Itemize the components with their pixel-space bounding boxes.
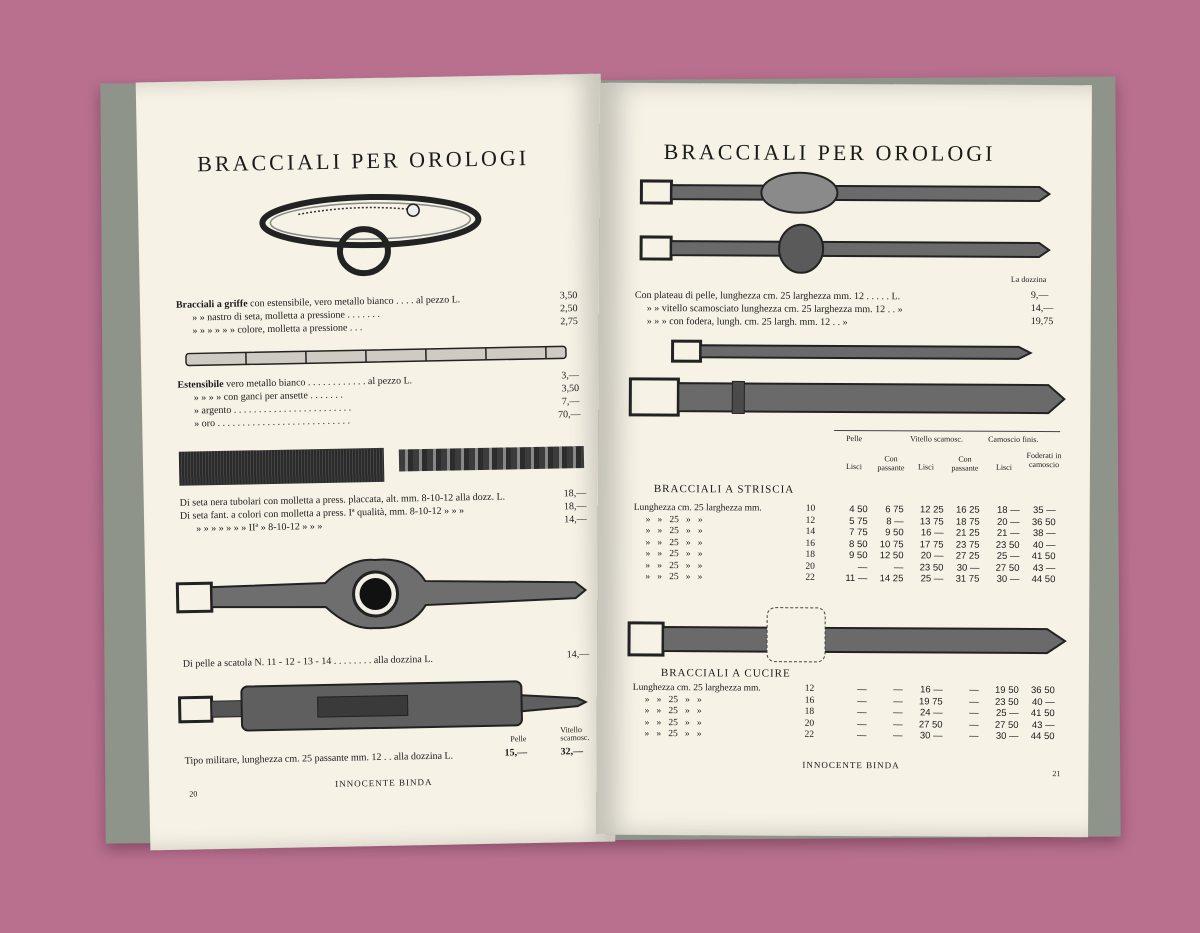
price-cell: 41 50	[1031, 550, 1056, 563]
header-foderati: Foderati in camoscio	[1026, 450, 1062, 470]
header-vitello-passante: Con passante	[951, 454, 979, 473]
header-vitello-lisci: Lisci	[917, 462, 934, 472]
griffe-price-2: 2,50	[559, 303, 578, 315]
price-cell: 9 50	[848, 550, 868, 562]
estensibile-price-1: 3,—	[561, 370, 579, 382]
scatola-price-1: 14,—	[566, 648, 590, 661]
price-cell: 35 —	[1032, 504, 1056, 517]
price-cell: 19 50	[994, 684, 1019, 696]
header-pelle: Pelle	[846, 434, 863, 444]
price-cell: —	[857, 695, 867, 707]
price-cell: 20 —	[920, 550, 944, 562]
row-label: » » 25 » »	[645, 571, 703, 583]
price-cell: 25 —	[920, 573, 944, 585]
price-cell: 23 50	[994, 696, 1019, 708]
price-cell: 5 75	[849, 515, 868, 527]
row-mm: 20	[804, 718, 815, 729]
price-cell: 27 50	[918, 718, 943, 731]
price-cell: —	[857, 707, 867, 719]
estensibile-bracelet-illustration	[186, 342, 576, 369]
plateau-price-2: 14,—	[1030, 302, 1054, 315]
row-mm: 12	[804, 683, 815, 694]
price-cell: 16 —	[920, 684, 943, 696]
header-pelle-lisci: Lisci	[845, 462, 862, 472]
militare-price-vitello: 32,—	[560, 746, 584, 758]
price-cell: 31 75	[955, 573, 980, 585]
plain-strap-illustration	[628, 335, 1068, 427]
price-cell: —	[893, 695, 903, 707]
price-cell: —	[969, 684, 979, 696]
estensibile-line-3: » argento . . . . . . . . . . . . . . . . . . . . . . . .	[193, 402, 352, 417]
griffe-line-3: » » » » » » colore, molletta a pressione . . .	[192, 322, 363, 337]
header-camoscio-lisci: Lisci	[995, 462, 1012, 472]
price-cell: 12 25	[919, 504, 944, 516]
price-cell: 10 75	[879, 538, 904, 550]
price-cell: —	[893, 684, 903, 696]
seta-line-2: Di seta fant. a colori con molletta a press. Iª qualità, mm. 8-10-12 » » »	[179, 505, 465, 522]
price-cell: 44 50	[1031, 573, 1056, 586]
price-cell: —	[857, 684, 867, 696]
plateau-price-3: 19,75	[1030, 315, 1054, 328]
row-mm: 14	[805, 526, 816, 537]
row-label: Lunghezza cm. 25 larghezza mm.	[633, 502, 762, 514]
price-cell: 11 —	[845, 573, 868, 585]
price-cell: 43 —	[1031, 719, 1055, 731]
row-label: » » 25 » »	[645, 514, 703, 525]
estensibile-line-2: » » » » con ganci per ansette . . . . . . .	[193, 389, 343, 404]
price-cell: 20 —	[996, 516, 1020, 528]
estensibile-price-2: 3,50	[561, 383, 580, 395]
price-cell: —	[893, 707, 903, 719]
row-label: » » 25 » »	[645, 560, 703, 571]
row-label: » » 25 » »	[645, 548, 703, 560]
price-cell: 23 50	[919, 561, 944, 574]
price-cell: 36 50	[1030, 684, 1055, 697]
price-cell: 16 25	[955, 504, 980, 516]
price-cell: 14 25	[879, 573, 904, 585]
price-cell: 6 75	[885, 504, 904, 516]
plateau-line-3: » » » con fodera, lungh. cm. 25 largh. mm. 12 . . »	[646, 315, 848, 329]
row-label: » » 25 » »	[644, 728, 702, 740]
row-mm: 22	[805, 572, 815, 583]
box-strap-illustration	[175, 548, 596, 636]
militare-head-vitello: Vitello scamosc.	[560, 725, 590, 743]
price-cell: 18 —	[996, 504, 1020, 516]
estensibile-line-1: Estensibile vero metallo bianco . . . . . . . . . . . . al pezzo L.	[177, 375, 413, 391]
sewn-strap-illustration	[627, 603, 1067, 665]
right-page	[596, 83, 1092, 838]
row-label: » » 25 » »	[644, 694, 702, 705]
price-cell: 13 75	[919, 515, 944, 528]
griffe-line-2: » » nastro di seta, molletta a pressione . . . . . . .	[192, 308, 381, 324]
seta-price-2: 18,—	[563, 500, 587, 513]
price-cell: —	[969, 730, 979, 742]
plateau-line-2: » » vitello scamosciato lunghezza cm. 25 larghezza mm. 12 . . »	[646, 302, 903, 316]
header-camoscio: Camoscio finis.	[988, 434, 1039, 445]
militare-price-pelle: 15,—	[504, 747, 528, 759]
fancy-silk-ribbon-swatch	[399, 446, 584, 472]
price-cell: 8 50	[849, 538, 868, 550]
seta-price-3: 14,—	[564, 513, 587, 526]
estensibile-line-4: » oro . . . . . . . . . . . . . . . . . . . . . . . . . . .	[194, 415, 351, 430]
page-title: BRACCIALI PER OROLOGI	[663, 139, 996, 166]
row-label: » » 25 » »	[645, 537, 703, 548]
price-cell: 19 75	[918, 695, 943, 708]
price-cell: —	[969, 696, 979, 708]
price-cell: 23 50	[995, 539, 1020, 551]
row-mm: 18	[804, 706, 815, 717]
header-vitello: Vitello scamosc.	[910, 434, 963, 444]
row-label: » » 25 » »	[644, 705, 702, 717]
price-cell: 30 —	[919, 730, 943, 742]
price-cell: 25 —	[995, 707, 1019, 719]
price-cell: 9 50	[885, 527, 904, 539]
estensibile-price-3: 7,—	[561, 396, 580, 408]
price-cell: 21 25	[955, 527, 980, 539]
price-cell: —	[893, 718, 903, 730]
row-mm: 10	[805, 503, 816, 514]
row-mm: 22	[804, 729, 815, 740]
price-cell: 24 —	[919, 707, 943, 719]
price-cell: 43 —	[1032, 562, 1056, 574]
price-cell: 41 50	[1030, 707, 1055, 720]
right-page-number: 21	[1052, 769, 1061, 779]
left-page	[136, 74, 616, 851]
price-cell: 40 —	[1032, 539, 1056, 551]
seta-price-1: 18,—	[563, 487, 587, 500]
griffe-price-1: 3,50	[559, 290, 578, 302]
price-cell: 12 50	[879, 550, 904, 562]
price-cell: 23 75	[955, 539, 980, 551]
row-label: Lunghezza cm. 25 larghezza mm.	[632, 682, 761, 694]
row-mm: 20	[805, 561, 815, 572]
row-label: » » 25 » »	[645, 525, 703, 537]
left-footer: INNOCENTE BINDA	[335, 776, 433, 789]
price-cell: —	[893, 730, 903, 742]
striscia-title: BRACCIALI A STRISCIA	[653, 483, 795, 496]
price-cell: 7 75	[849, 527, 868, 539]
seta-line-1: Di seta nera tubolari con molletta a press. placcata, alt. mm. 8-10-12 alla dozz. L.	[179, 491, 506, 509]
militare-line-1: Tipo militare, lunghezza cm. 25 passante mm. 12 . . alla dozzina L.	[184, 750, 454, 767]
scatola-line-1: Di pelle a scatola N. 11 - 12 - 13 - 14 . . . . . . . . alla dozzina L.	[182, 653, 434, 670]
right-footer: INNOCENTE BINDA	[802, 759, 900, 771]
price-cell: 27 25	[955, 550, 980, 562]
row-mm: 12	[805, 515, 816, 526]
row-mm: 16	[805, 538, 816, 549]
price-cell: —	[857, 718, 867, 730]
price-cell: —	[893, 561, 904, 573]
row-mm: 16	[804, 695, 815, 706]
seta-line-3: » » » » » » » IIª » 8-10-12 » » »	[196, 521, 323, 535]
price-cell: 30 —	[956, 562, 980, 574]
griffe-price-3: 2,75	[560, 316, 578, 328]
price-cell: —	[969, 707, 979, 719]
price-cell: 30 —	[996, 573, 1020, 585]
header-pelle-passante: Con passante	[877, 454, 905, 473]
price-cell: 40 —	[1031, 696, 1055, 708]
price-cell: 38 —	[1032, 527, 1056, 540]
plateau-line-1: Con plateau di pelle, lunghezza cm. 25 larghezza mm. 12 . . . . . L.	[634, 289, 901, 303]
price-cell: 36 50	[1031, 516, 1056, 528]
price-cell: 27 50	[994, 719, 1019, 731]
price-cell: 18 75	[955, 516, 980, 528]
militare-head-pelle: Pelle	[510, 734, 527, 744]
left-page-number: 20	[189, 789, 198, 799]
page-title: BRACCIALI PER OROLOGI	[197, 144, 530, 177]
military-strap-illustration	[177, 678, 598, 736]
price-cell: —	[857, 730, 867, 742]
price-cell: 21 —	[996, 527, 1020, 539]
black-silk-ribbon-swatch	[179, 448, 385, 486]
price-cell: 17 75	[919, 538, 944, 551]
row-mm: 18	[805, 549, 816, 560]
cucire-title: BRACCIALI A CUCIRE	[660, 667, 791, 680]
price-cell: 27 50	[995, 562, 1020, 574]
griffe-bracelet-illustration	[258, 181, 490, 280]
price-cell: 8 —	[886, 515, 904, 527]
plateau-price-1: 9,—	[1030, 289, 1049, 302]
plateau-head-dozzina: La dozzina	[1010, 274, 1047, 285]
price-cell: 16 —	[920, 527, 944, 539]
price-cell: —	[969, 719, 979, 731]
row-label: » » 25 » »	[644, 717, 702, 728]
price-cell: 30 —	[995, 730, 1019, 742]
price-cell: 25 —	[996, 550, 1020, 562]
price-cell: 44 50	[1030, 730, 1055, 743]
estensibile-price-4: 70,—	[558, 409, 581, 421]
griffe-line-1: Bracciali a griffe con estensibile, vero metallo bianco . . . . al pezzo L.	[175, 294, 461, 311]
price-cell: —	[857, 561, 868, 573]
price-cell: 4 50	[849, 504, 868, 516]
